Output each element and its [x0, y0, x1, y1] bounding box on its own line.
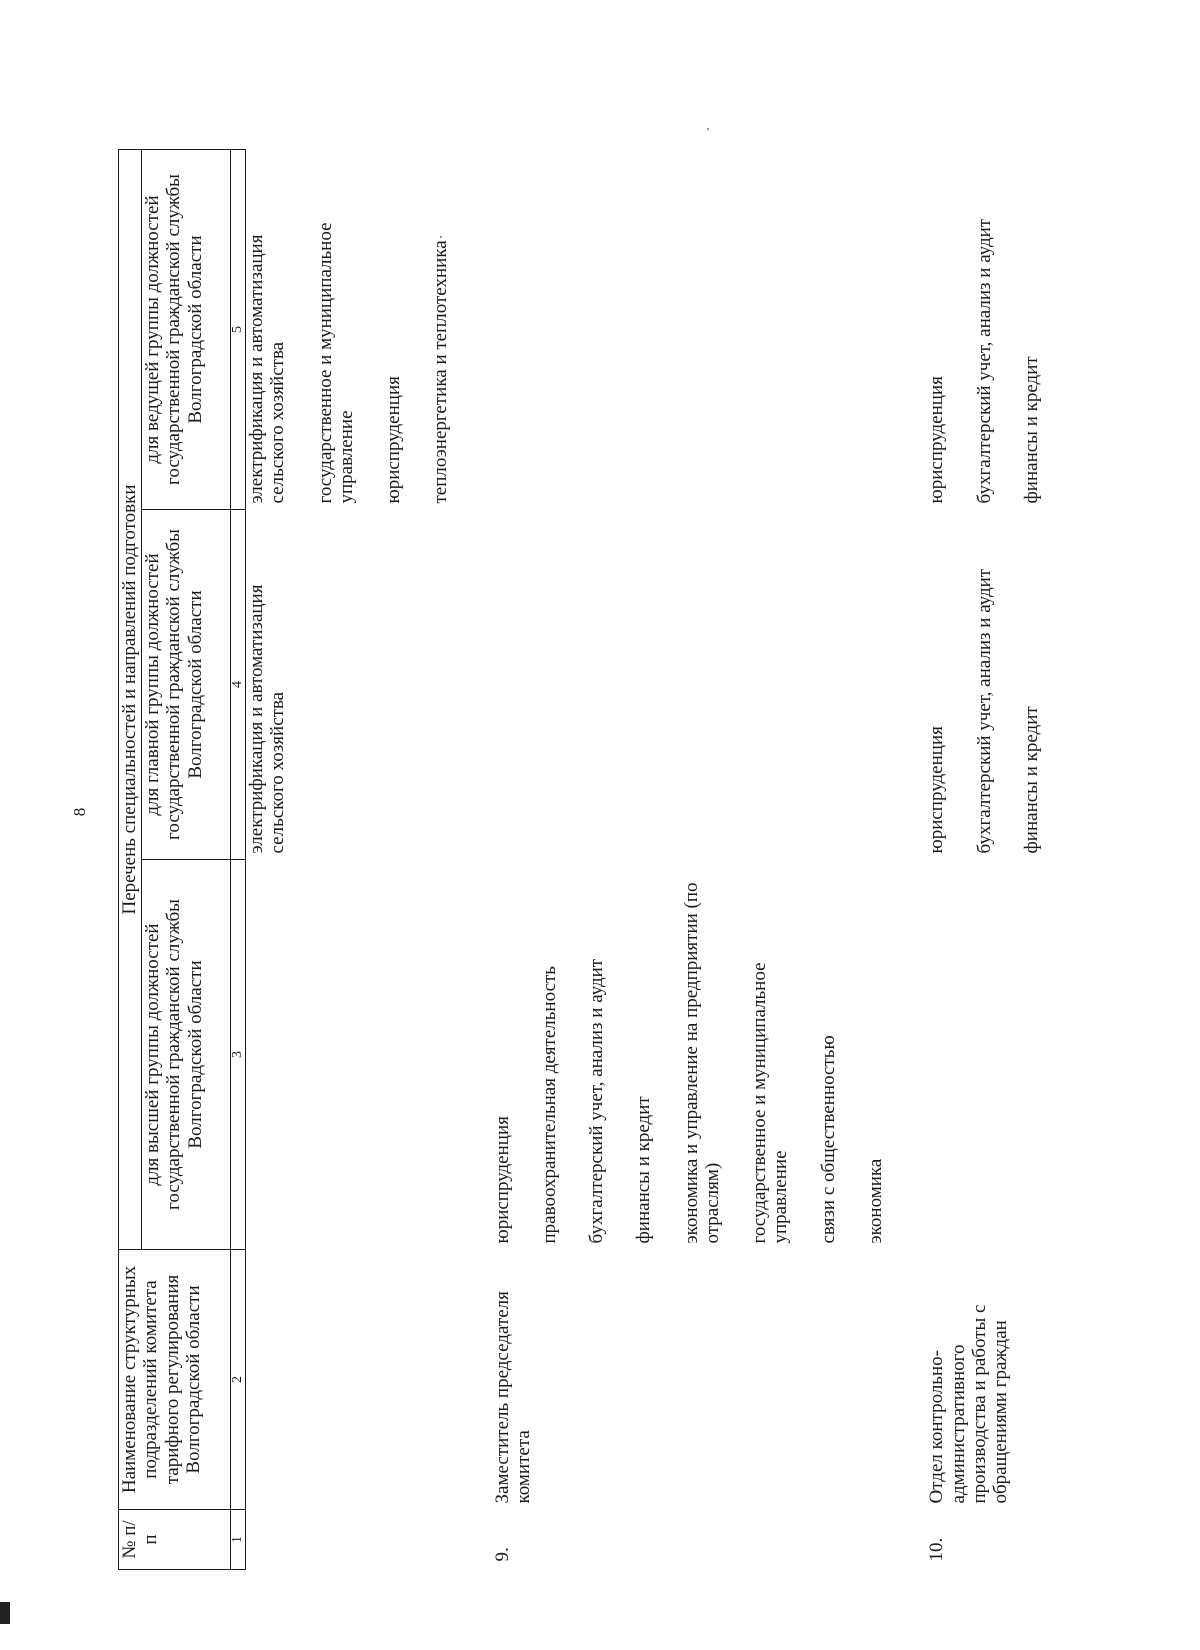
row-main-specialties	[492, 510, 887, 860]
specialty-item: юриспруденция	[491, 1116, 513, 1244]
row-highest-specialties	[246, 860, 452, 1250]
row-main-specialties	[926, 510, 1042, 860]
specialty-item: финансы и кредит	[633, 1096, 655, 1244]
column-number: 1	[231, 1510, 246, 1570]
specialty-item: экономика	[864, 1158, 886, 1244]
specialty-item: государственное и муниципальное управление	[314, 222, 357, 504]
row-number: 9.	[491, 1547, 513, 1562]
scan-speck	[440, 236, 442, 238]
row-leading-specialties	[246, 149, 452, 509]
specialty-item: связи с общественностью	[817, 1035, 839, 1244]
header-main-group: для главной группы должностей государственной гражданской службы Волгоградской области	[142, 510, 231, 860]
specialty-item: экономика и управление на предприятии (по отраслям)	[680, 882, 723, 1244]
table-row	[492, 149, 887, 1569]
row-leading-specialties	[926, 149, 1042, 509]
specialty-item: юриспруденция	[926, 726, 948, 854]
specialty-item: бухгалтерский учет, анализ и аудит	[973, 568, 995, 854]
column-number-row	[231, 149, 246, 1569]
row-number: 10.	[926, 1537, 948, 1562]
row-subdivision: Заместитель председателя комитета	[491, 1291, 534, 1504]
row-main-specialties	[246, 510, 452, 860]
column-number: 2	[231, 1250, 246, 1510]
header-number: № п/п	[119, 1510, 231, 1570]
specialty-item: теплоэнергетика и теплотехника	[430, 240, 452, 504]
table-row	[246, 149, 452, 1569]
header-subdivision: Наименование структурных подразделений комитета тарифного регулирования Волгоградской области	[119, 1250, 231, 1510]
specialty-item: финансы и кредит	[1020, 356, 1042, 504]
table-row	[926, 149, 1042, 1569]
specialty-item: юриспруденция	[383, 376, 405, 504]
header-specialties-group: Перечень специальностей и направлений подготовки	[119, 149, 142, 1249]
specialty-item: юриспруденция	[926, 376, 948, 504]
column-number: 4	[231, 510, 246, 860]
specialty-item: электрификация и автоматизация сельского хозяйства	[246, 584, 289, 854]
specialties-table	[118, 149, 1042, 1570]
row-subdivision	[246, 1250, 452, 1510]
column-number: 3	[231, 860, 246, 1250]
row-spacer	[886, 149, 926, 1569]
specialty-item: электрификация и автоматизация сельского хозяйства	[246, 234, 289, 504]
specialty-item: бухгалтерский учет, анализ и аудит	[973, 218, 995, 504]
scan-speck	[707, 128, 709, 130]
row-subdivision: Отдел контрольно-административного производства и работы с обращениями граждан	[926, 1304, 1012, 1504]
row-highest-specialties	[926, 860, 1042, 1250]
row-leading-specialties	[492, 149, 887, 509]
specialty-item: бухгалтерский учет, анализ и аудит	[586, 958, 608, 1244]
row-highest-specialties	[492, 860, 887, 1250]
header-highest-group: для высшей группы должностей государственной гражданской службы Волгоградской области	[142, 860, 231, 1250]
row-spacer	[452, 149, 492, 1569]
specialty-item: правоохранительная деятельность	[538, 966, 560, 1244]
header-leading-group: для ведущей группы должностей государственной гражданской службы Волгоградской области	[142, 149, 231, 509]
scan-edge-mark	[0, 1602, 10, 1624]
table-header-row	[119, 149, 142, 1569]
specialty-item: финансы и кредит	[1020, 706, 1042, 854]
specialty-item: государственное и муниципальное управление	[749, 962, 792, 1244]
page-number: 8	[70, 807, 89, 817]
row-number	[246, 1510, 452, 1570]
column-number: 5	[231, 149, 246, 509]
document-content	[118, 150, 1042, 1570]
